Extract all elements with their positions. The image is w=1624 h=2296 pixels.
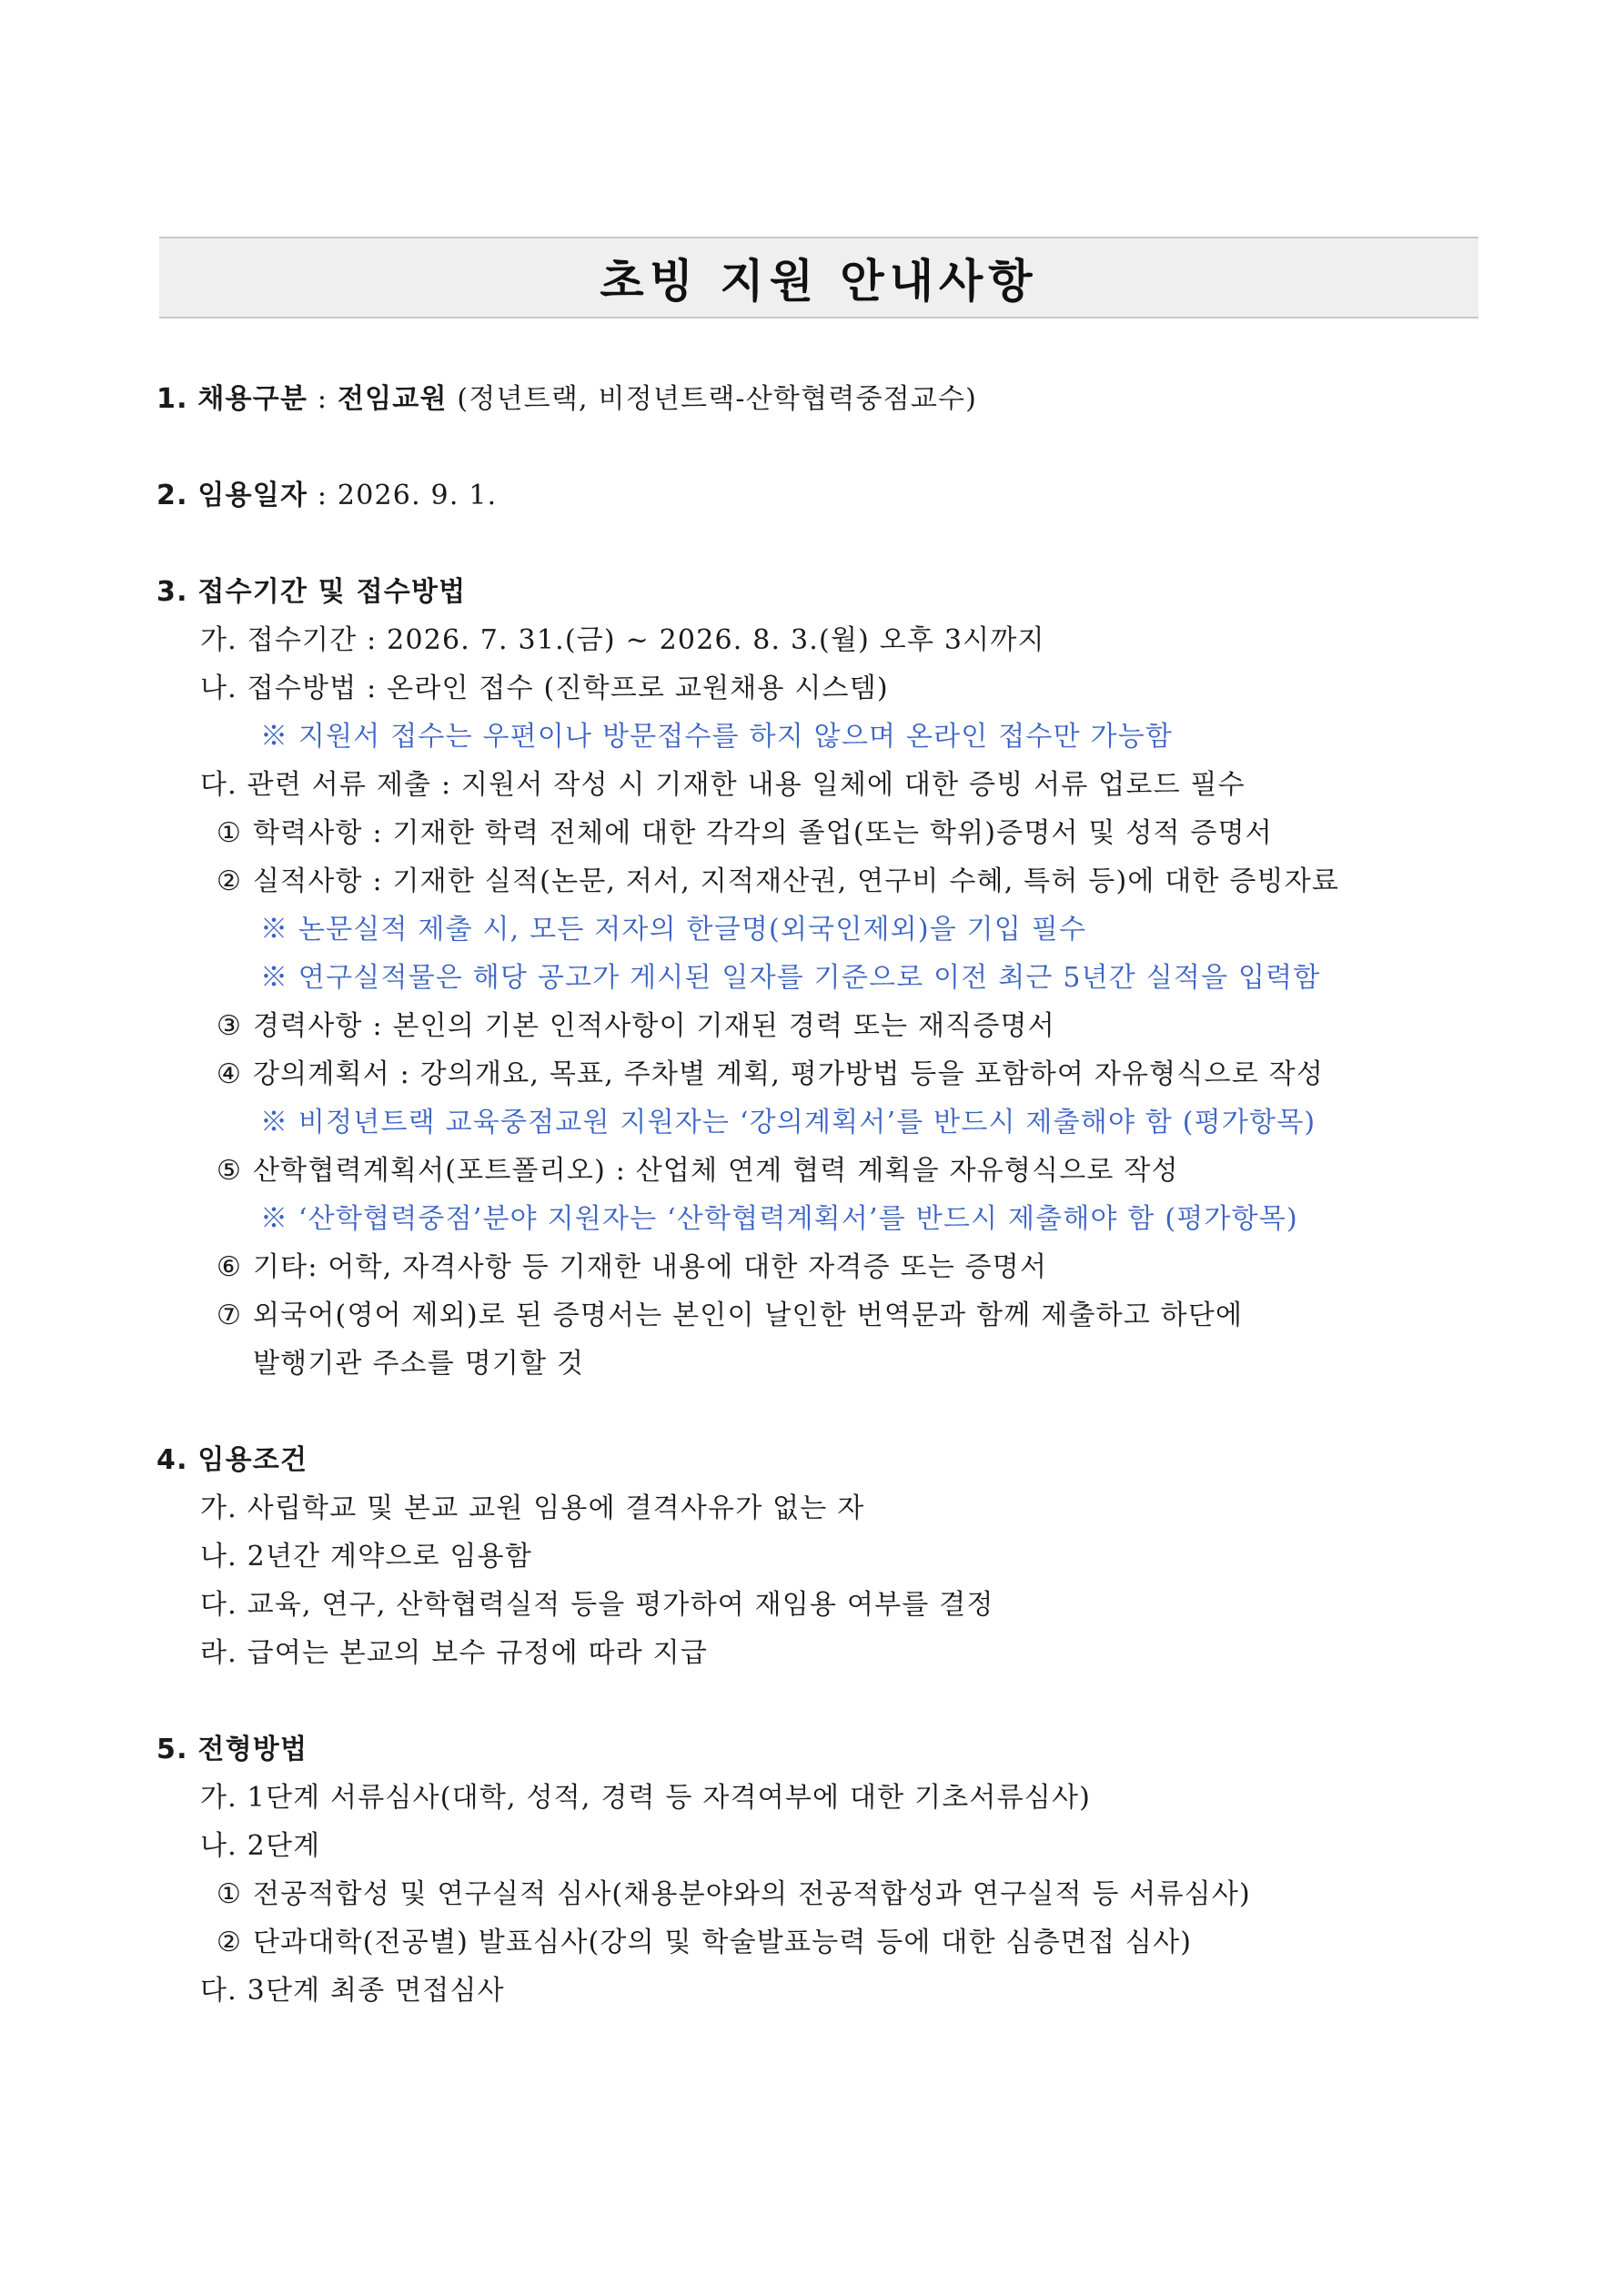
document-body <box>156 375 1494 2015</box>
section-label: 전형방법 <box>197 1734 308 1765</box>
numbered-item-3 <box>156 1002 1494 1050</box>
section-number: 3. <box>156 576 188 608</box>
item-text: 강의계획서 : 강의개요, 목표, 주차별 계획, 평가방법 등을 포함하여 자유형식으로 작성 <box>253 1058 1324 1090</box>
item-marker: ③ <box>217 1010 243 1042</box>
section-number: 2. <box>156 480 188 511</box>
item-text: 전공적합성 및 연구실적 심사(채용분야와의 전공적합성과 연구실적 등 서류심사) <box>253 1878 1251 1910</box>
note-text: ※ ‘산학협력중점’분야 지원자는 ‘산학협력계획서’를 반드시 제출해야 함 (평가항목) <box>260 1203 1298 1235</box>
item-marker: ④ <box>217 1058 243 1090</box>
item-text: 단과대학(전공별) 발표심사(강의 및 학술발표능력 등에 대한 심층면접 심사) <box>253 1927 1193 1958</box>
spacer <box>156 1677 1494 1725</box>
list-item: 나. 접수방법 : 온라인 접수 (진학프로 교원채용 시스템) <box>200 673 889 704</box>
list-item: 다. 3단계 최종 면접심사 <box>200 1975 505 2007</box>
item-marker: ② <box>217 1927 243 1958</box>
numbered-item-6 <box>156 1243 1494 1291</box>
section-detail: (정년트랙, 비정년트랙-산학협력중점교수) <box>447 383 978 415</box>
section-1-heading <box>156 375 1494 423</box>
list-item: 가. 사립학교 및 본교 교원 임용에 결격사유가 없는 자 <box>200 1492 865 1524</box>
note-text: ※ 연구실적물은 해당 공고가 게시된 일자를 기준으로 이전 최근 5년간 실적을 입력함 <box>260 962 1321 994</box>
note-text: ※ 논문실적 제출 시, 모든 저자의 한글명(외국인제외)을 기입 필수 <box>260 914 1087 946</box>
section-3-heading <box>156 568 1494 616</box>
spacer <box>156 1388 1494 1436</box>
list-item: 가. 접수기간 : 2026. 7. 31.(금) ~ 2026. 8. 3.(월) 오후 3시까지 <box>200 624 1045 656</box>
numbered-item-1 <box>156 809 1494 857</box>
item-text: 산학협력계획서(포트폴리오) : 산업체 연계 협력 계획을 자유형식으로 작성 <box>253 1155 1179 1187</box>
numbered-item-2 <box>156 857 1494 905</box>
item-marker: ① <box>217 1878 243 1910</box>
item-marker: ⑤ <box>217 1155 243 1187</box>
list-item: 가. 1단계 서류심사(대학, 성적, 경력 등 자격여부에 대한 기초서류심사) <box>200 1782 1092 1814</box>
section-label: 채용구분 <box>197 383 308 415</box>
section-5-heading <box>156 1725 1494 1774</box>
item-continuation: 발행기관 주소를 명기할 것 <box>253 1348 585 1380</box>
page-title: 초빙 지원 안내사항 <box>600 255 1038 308</box>
section-4-heading <box>156 1436 1494 1484</box>
section-value: : 2026. 9. 1. <box>308 480 498 511</box>
title-banner <box>159 237 1478 319</box>
list-item: 다. 교육, 연구, 산학협력실적 등을 평가하여 재임용 여부를 결정 <box>200 1589 994 1621</box>
list-item: 라. 급여는 본교의 보수 규정에 따라 지급 <box>200 1637 709 1669</box>
numbered-item-5 <box>156 1147 1494 1195</box>
section-number: 1. <box>156 383 188 415</box>
spacer <box>156 423 1494 471</box>
spacer <box>156 520 1494 568</box>
item-marker: ① <box>217 817 243 849</box>
section-number: 4. <box>156 1444 188 1476</box>
section-2-heading <box>156 471 1494 520</box>
item-text: 실적사항 : 기재한 실적(논문, 저서, 지적재산권, 연구비 수혜, 특허 등)에 대한 증빙자료 <box>253 865 1340 897</box>
list-item: 다. 관련 서류 제출 : 지원서 작성 시 기재한 내용 일체에 대한 증빙 서류 업로드 필수 <box>200 769 1246 801</box>
numbered-item-1 <box>156 1870 1494 1918</box>
section-number: 5. <box>156 1734 188 1765</box>
item-marker: ② <box>217 865 243 897</box>
numbered-item-7 <box>156 1291 1494 1340</box>
section-label: 접수기간 및 접수방법 <box>197 576 467 608</box>
item-marker: ⑦ <box>217 1300 243 1331</box>
note-text: ※ 지원서 접수는 우편이나 방문접수를 하지 않으며 온라인 접수만 가능함 <box>260 721 1174 753</box>
item-marker: ⑥ <box>217 1251 243 1283</box>
numbered-item-2 <box>156 1918 1494 1967</box>
list-item: 나. 2단계 <box>200 1830 321 1862</box>
item-text: 학력사항 : 기재한 학력 전체에 대한 각각의 졸업(또는 학위)증명서 및 성적 증명서 <box>253 817 1273 849</box>
section-label: 임용일자 <box>197 480 308 511</box>
note-text: ※ 비정년트랙 교육중점교원 지원자는 ‘강의계획서’를 반드시 제출해야 함 (평가항목) <box>260 1107 1316 1138</box>
numbered-item-4 <box>156 1050 1494 1098</box>
section-value: 전임교원 <box>337 383 448 415</box>
section-colon: : <box>308 383 338 415</box>
section-label: 임용조건 <box>197 1444 308 1476</box>
list-item: 나. 2년간 계약으로 임용함 <box>200 1541 533 1573</box>
item-text: 경력사항 : 본인의 기본 인적사항이 기재된 경력 또는 재직증명서 <box>253 1010 1055 1042</box>
item-text: 외국어(영어 제외)로 된 증명서는 본인이 날인한 번역문과 함께 제출하고 하단에 <box>253 1300 1244 1331</box>
item-text: 기타: 어학, 자격사항 등 기재한 내용에 대한 자격증 또는 증명서 <box>253 1251 1048 1283</box>
